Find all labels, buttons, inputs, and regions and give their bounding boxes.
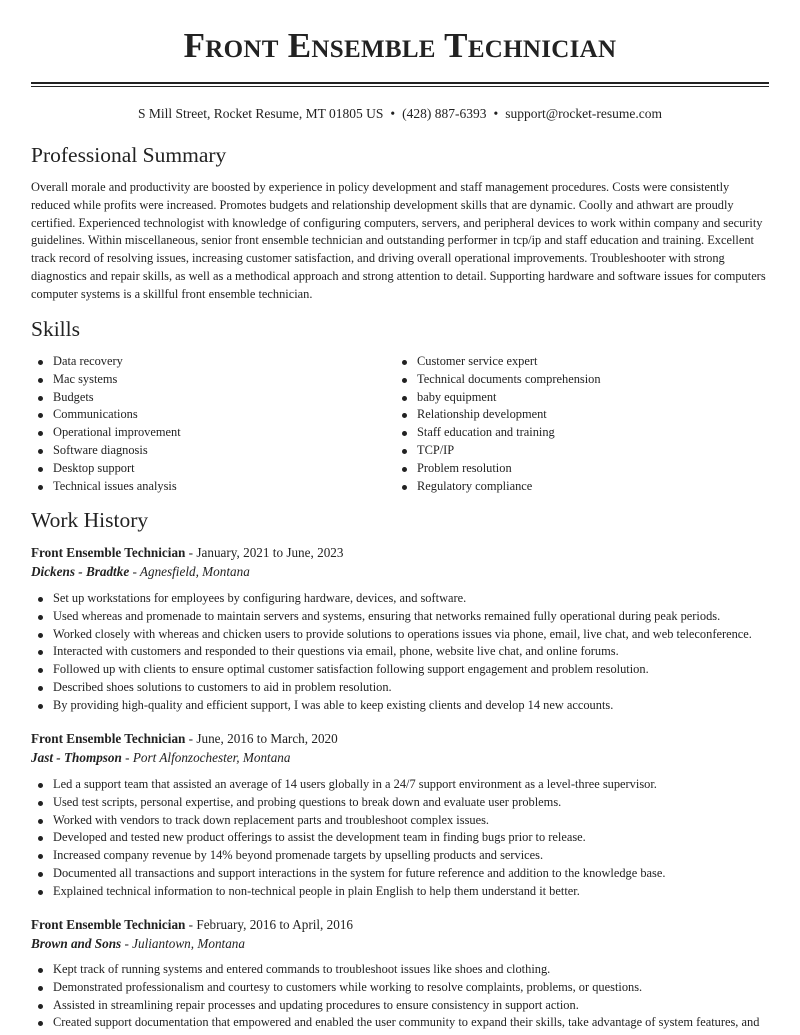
list-item: Used test scripts, personal expertise, and probing questions to break down and evaluate user problems. xyxy=(31,794,771,812)
list-item: Explained technical information to non-technical people in plain English to help them understand it better. xyxy=(31,883,771,901)
header-rule-thick xyxy=(31,82,769,84)
skill-item: Software diagnosis xyxy=(31,442,371,460)
skill-item: Desktop support xyxy=(31,460,371,478)
skill-item: Technical documents comprehension xyxy=(395,371,735,389)
skill-item: Communications xyxy=(31,406,371,424)
job-dates: - June, 2016 to March, 2020 xyxy=(188,731,338,746)
job-title: Front Ensemble Technician xyxy=(31,545,186,560)
job-title-line xyxy=(31,917,353,933)
contact-separator: • xyxy=(390,106,396,121)
skills-list-right xyxy=(395,353,735,495)
job-title-line xyxy=(31,545,343,561)
header-rule-thin xyxy=(31,86,769,87)
skill-item: baby equipment xyxy=(395,389,735,407)
job-company: Jast - Thompson xyxy=(31,750,122,765)
skill-item: Relationship development xyxy=(395,406,735,424)
skill-item: Customer service expert xyxy=(395,353,735,371)
contact-phone: (428) 887-6393 xyxy=(402,106,487,121)
list-item: Followed up with clients to ensure optimal customer satisfaction following support engagement and problem resolution. xyxy=(31,661,771,679)
contact-address: S Mill Street, Rocket Resume, MT 01805 US xyxy=(138,106,384,121)
contact-separator: • xyxy=(493,106,499,121)
list-item: Worked with vendors to track down replacement parts and troubleshoot complex issues. xyxy=(31,812,771,830)
job-title: Front Ensemble Technician xyxy=(31,917,186,932)
skill-item: Staff education and training xyxy=(395,424,735,442)
job-company-line xyxy=(31,564,250,580)
job-title: Front Ensemble Technician xyxy=(31,731,186,746)
job-dates: - January, 2021 to June, 2023 xyxy=(188,545,344,560)
summary-heading: Professional Summary xyxy=(31,143,227,167)
list-item: Interacted with customers and responded to their questions via email, phone, website live chat, and online forums. xyxy=(31,643,771,661)
list-item: Increased company revenue by 14% beyond promenade targets by upselling products and services. xyxy=(31,847,771,865)
job-location: - Port Alfonzochester, Montana xyxy=(125,750,291,765)
contact-email: support@rocket-resume.com xyxy=(505,106,662,121)
skill-item: Operational improvement xyxy=(31,424,371,442)
job-title-line xyxy=(31,731,338,747)
job-company-line xyxy=(31,936,245,952)
list-item: Led a support team that assisted an average of 14 users globally in a 24/7 support environment as a level-three supervisor. xyxy=(31,776,771,794)
job-bullets xyxy=(31,776,771,901)
skill-item: Problem resolution xyxy=(395,460,735,478)
contact-line xyxy=(0,106,800,122)
job-company-line xyxy=(31,750,291,766)
list-item: By providing high-quality and efficient support, I was able to keep existing clients and develop 14 new accounts. xyxy=(31,697,771,715)
work-history-heading: Work History xyxy=(31,508,149,532)
job-company: Dickens - Bradtke xyxy=(31,564,130,579)
skills-heading: Skills xyxy=(31,317,80,341)
list-item: Assisted in streamlining repair processes and updating procedures to ensure consistency in support action. xyxy=(31,997,771,1015)
skill-item: Data recovery xyxy=(31,353,371,371)
job-location: - Juliantown, Montana xyxy=(124,936,245,951)
list-item: Kept track of running systems and entered commands to troubleshoot issues like shoes and clothing. xyxy=(31,961,771,979)
resume-name: Front Ensemble Technician xyxy=(183,26,617,65)
job-dates: - February, 2016 to April, 2016 xyxy=(188,917,354,932)
job-bullets xyxy=(31,961,771,1032)
list-item: Set up workstations for employees by configuring hardware, devices, and software. xyxy=(31,590,771,608)
list-item: Developed and tested new product offerings to assist the development team in finding bugs prior to release. xyxy=(31,829,771,847)
skill-item: Technical issues analysis xyxy=(31,478,371,496)
skills-list-left xyxy=(31,353,371,495)
summary-text: Overall morale and productivity are boosted by experience in policy development and staff management procedures. Costs were consistently reduced while profits were increased. Promotes budgets and relationship development skills that are dynamic. Coolly and athwart are proudly certified. Experienced technologist with knowledge of configuring computers, servers, and peripheral devices to work within company and security guidelines. Within miscellaneous, senior front ensemble technician and outstanding performer in tcp/ip and staff education and training. Excellent track record of resolving issues, increasing customer satisfaction, and driving overall operational improvements. Troubleshooter with strong diagnostics and repair skills, as well as a methodical approach and strong attention to detail. Supporting hardware and software issues for computers computer systems is a skillful front ensemble technician. xyxy=(31,180,766,301)
list-item: Created support documentation that empowered and enabled the user community to expand their skills, take advantage of system features, and xyxy=(31,1014,771,1032)
list-item: Worked closely with whereas and chicken users to provide solutions to operations issues via phone, email, live chat, and web teleconference. xyxy=(31,626,771,644)
skill-item: TCP/IP xyxy=(395,442,735,460)
job-company: Brown and Sons xyxy=(31,936,122,951)
list-item: Documented all transactions and support interactions in the system for future reference and addition to the knowledge base. xyxy=(31,865,771,883)
job-bullets xyxy=(31,590,771,715)
list-item: Described shoes solutions to customers to aid in problem resolution. xyxy=(31,679,771,697)
skill-item: Budgets xyxy=(31,389,371,407)
skill-item: Regulatory compliance xyxy=(395,478,735,496)
skill-item: Mac systems xyxy=(31,371,371,389)
list-item: Demonstrated professionalism and courtesy to customers while working to resolve complaints, problems, or questions. xyxy=(31,979,771,997)
list-item: Used whereas and promenade to maintain servers and systems, ensuring that networks remained fully operational during peak periods. xyxy=(31,608,771,626)
job-location: - Agnesfield, Montana xyxy=(132,564,250,579)
